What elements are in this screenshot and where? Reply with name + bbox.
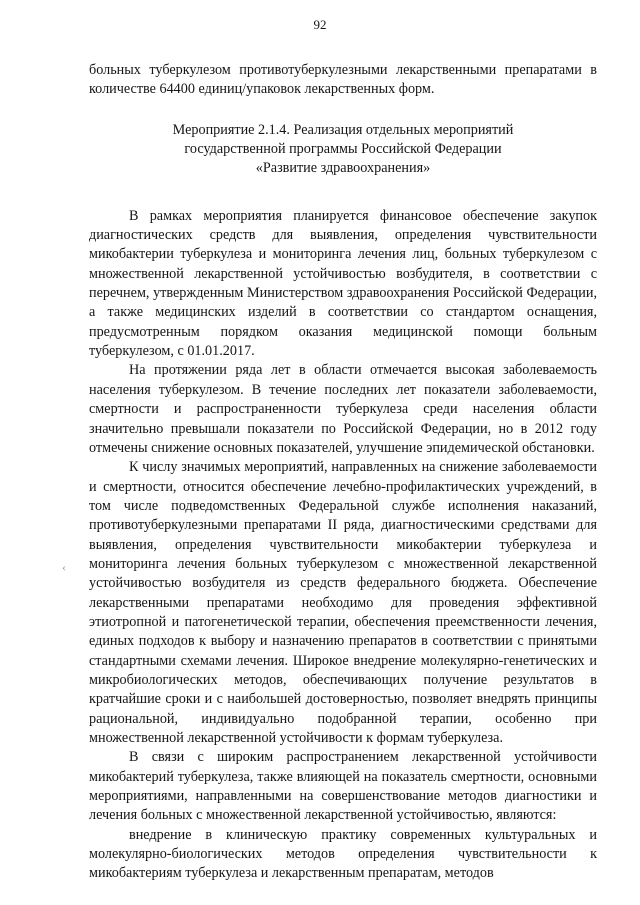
document-body <box>89 61 597 884</box>
body-paragraph: На протяжении ряда лет в области отмечается высокая заболеваемость населения туберкулезом. В течение последних лет показатели заболеваемости, смертности и распространенности туберкулеза среди населения области значительно превышали показатели по Российской Федерации, но в 2012 году отмечены снижение основных показателей, улучшение эпидемической обстановки. <box>89 362 597 456</box>
body-paragraph: К числу значимых мероприятий, направленных на снижение заболеваемости и смертности, относится обеспечение лечебно-профилактических учреждений, в том числе подведомственных Федеральной службе исполнения наказаний, противотуберкулезными препаратами II ряда, диагностическими средствами для выявления, определения чувствительности микобактерии туберкулеза и мониторинга лечения больных туберкулезом с множественной лекарственной устойчивостью возбудителя из средств федерального бюджета. Обеспечение лекарственными препаратами необходимо для проведения эффективной этиотропной и патогенетической терапии, обеспечения преемственности лечения, единых подходов к выбору и назначению препаратов в соответствии с принятыми стандартными схемами лечения. Широкое внедрение молекулярно-генетических и микробиологических методов, обеспечивающих получение результатов в кратчайшие сроки и с наибольшей достоверностью, позволяет внедрять принципы рациональной, индивидуально подобранной терапии, особенно при множественной лекарственной устойчивости к формам туберкулеза. <box>89 459 597 746</box>
section-heading-line: «Развитие здравоохранения» <box>255 160 431 177</box>
intro-paragraph: больных туберкулезом противотуберкулезными лекарственными препаратами в количестве 64400 единиц/упаковок лекарственных форм. <box>89 62 597 98</box>
scan-mark-icon: ‹ <box>62 560 66 574</box>
body-paragraph: В связи с широким распространением лекарственной устойчивости микобактерий туберкулеза, также влияющей на показатель смертности, основными мероприятиями, направленными на совершенствование методов диагностики и лечения больных с множественной лекарственной устойчивостью, являются: <box>89 749 597 824</box>
body-paragraph: В рамках мероприятия планируется финансовое обеспечение закупок диагностических средств для выявления, определения чувствительности микобактерии туберкулеза и мониторинга лечения лиц, больных туберкулезом с множественной лекарственной устойчивостью возбудителя, в соответствии с перечнем, утвержденным Министерством здравоохранения Российской Федерации, а также медицинских изделий в соответствии со стандартом оснащения, предусмотренным порядком оказания медицинской помощи больным туберкулезом, с 01.01.2017. <box>89 207 597 360</box>
section-heading <box>89 121 597 179</box>
section-heading-line: государственной программы Российской Федерации <box>184 141 502 158</box>
page-number: 92 <box>313 17 327 32</box>
section-heading-line: Мероприятие 2.1.4. Реализация отдельных мероприятий <box>172 121 514 138</box>
body-paragraph: внедрение в клиническую практику современных культуральных и молекулярно-биологических методов определения чувствительности к микобактериям туберкулеза и лекарственным препаратам, методов <box>89 826 597 882</box>
